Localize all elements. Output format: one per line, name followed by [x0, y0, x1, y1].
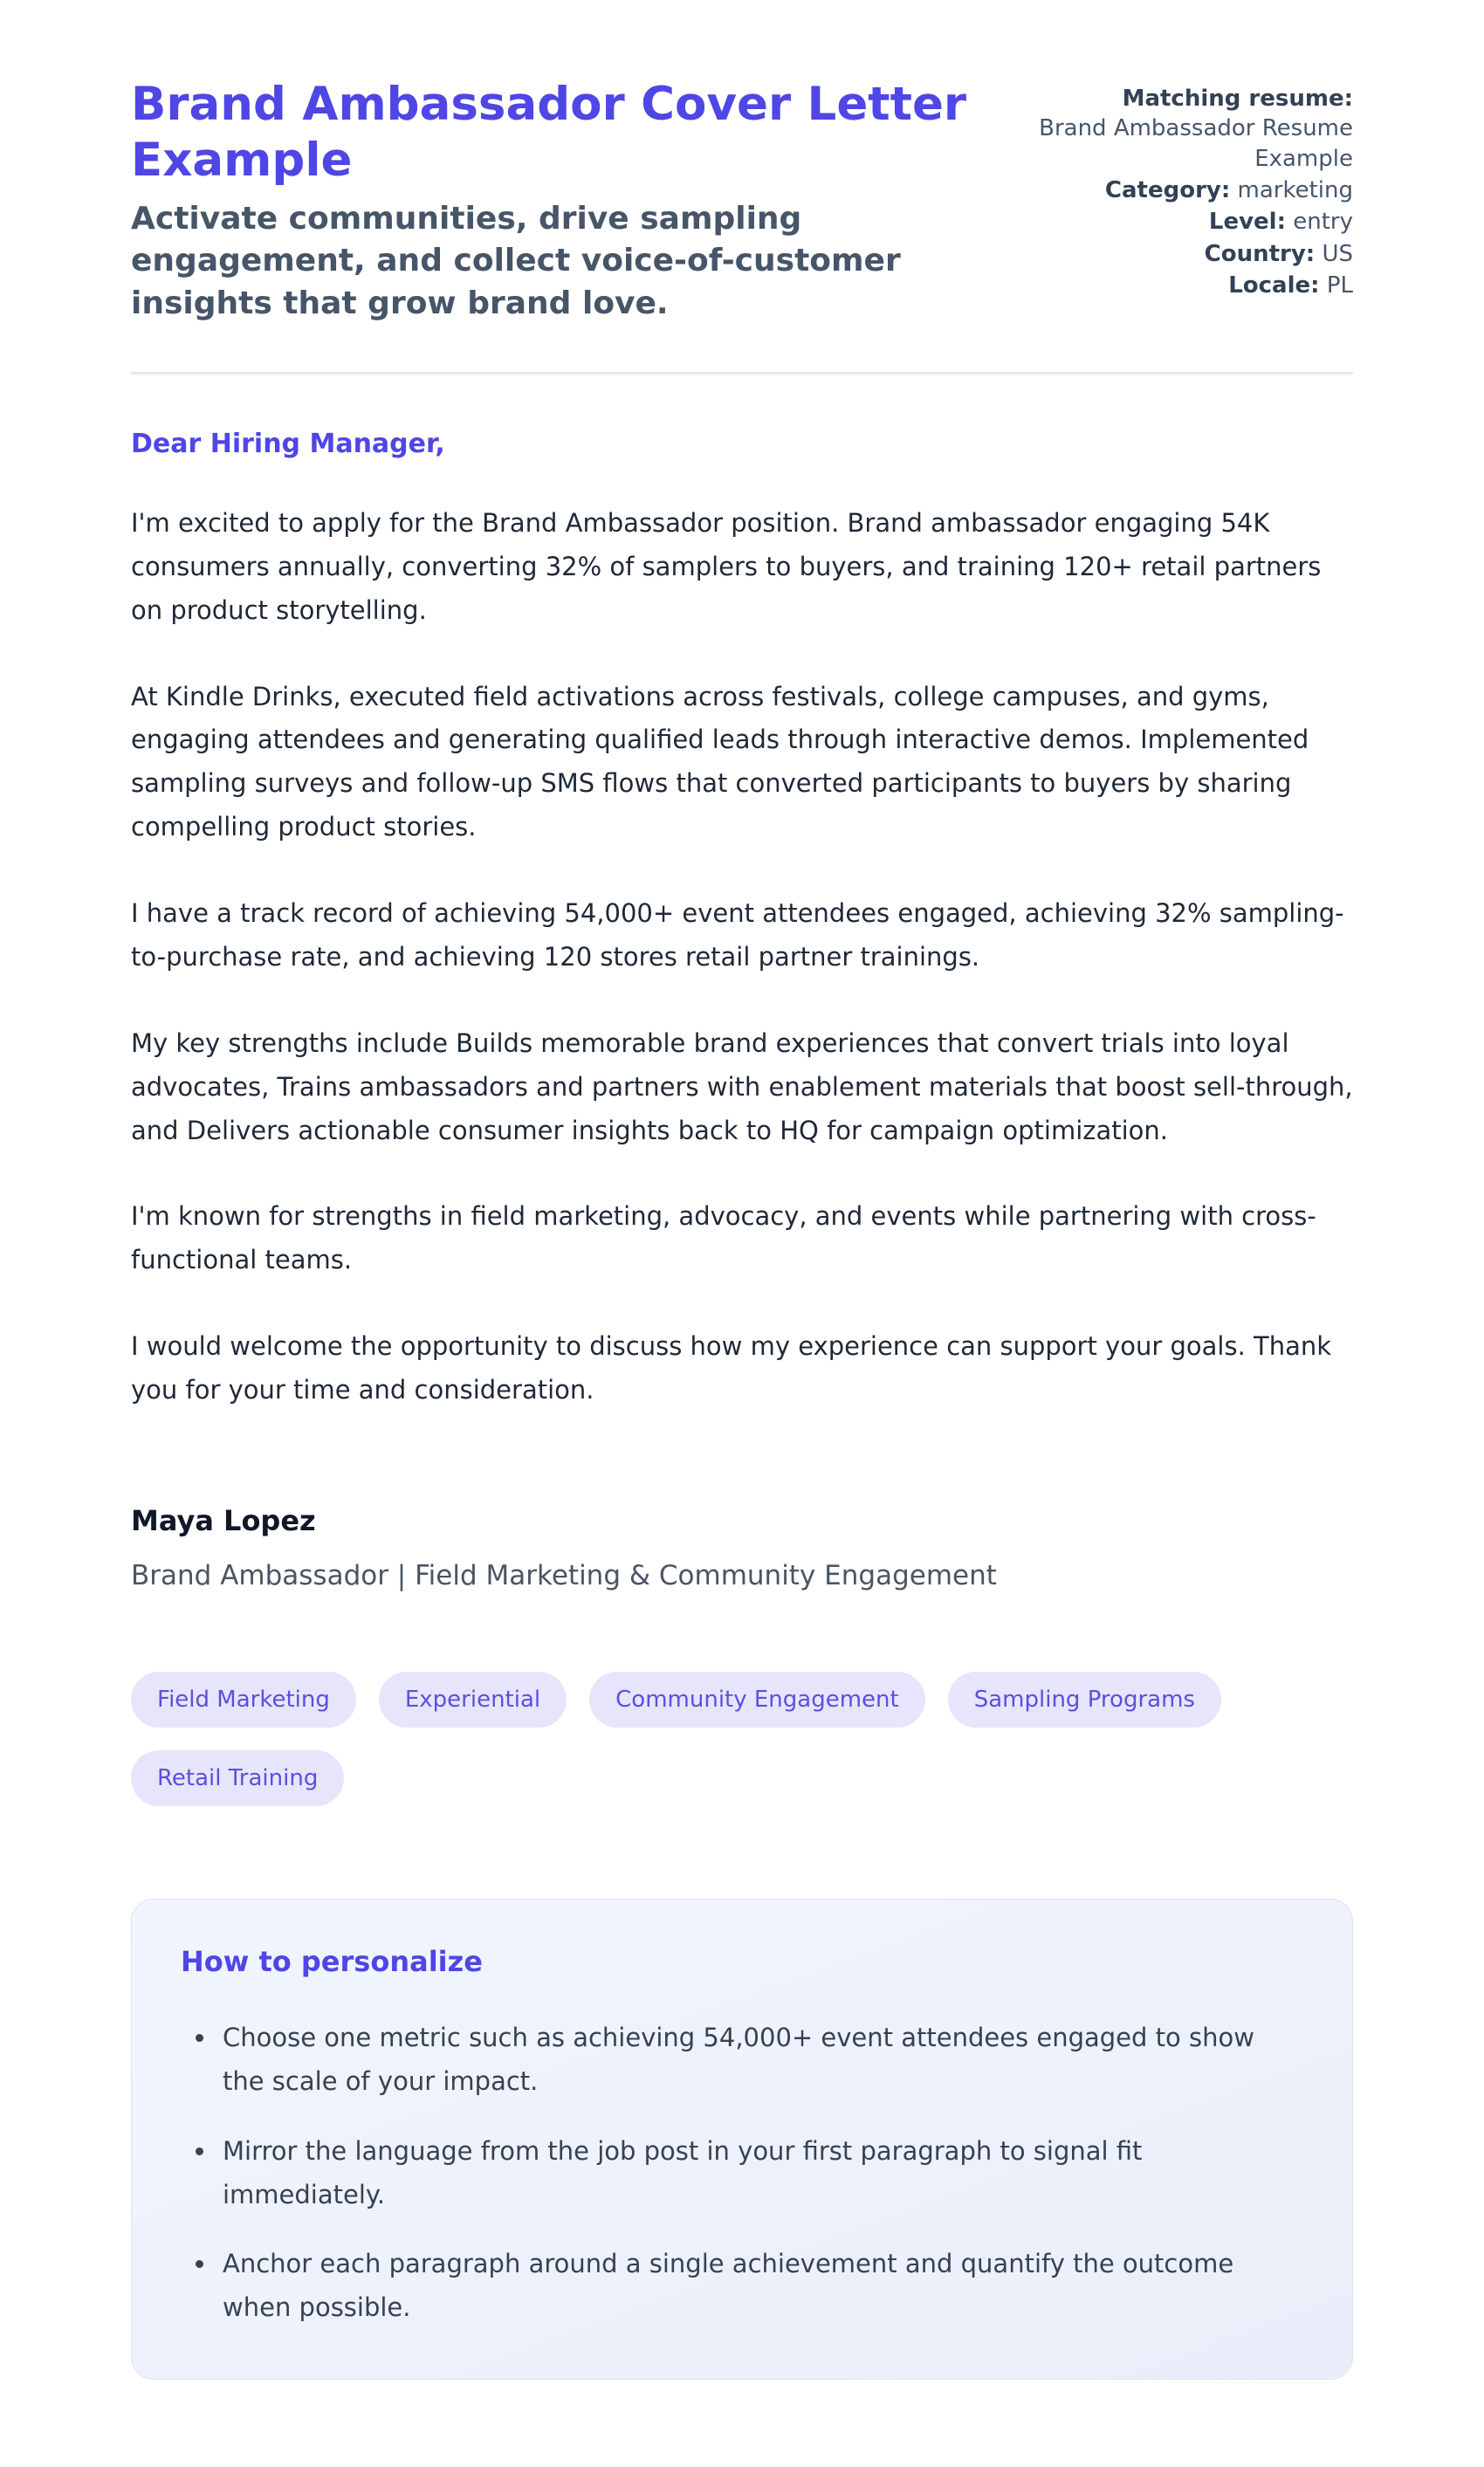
letter-paragraph: My key strengths include Builds memorable brand experiences that convert trials into loyal advocates, Trains ambassadors and partners with enablement materials that boost sell-through, and Delivers actionable consumer insights back to HQ for campaign optimization.: [131, 1027, 1353, 1145]
header-text-block: [131, 77, 969, 325]
tag-chip-sampling-programs: Sampling Programs: [948, 1672, 1221, 1728]
meta-panel: [986, 77, 1353, 302]
meta-category: [986, 175, 1353, 205]
meta-locale: [986, 271, 1353, 300]
matching-resume-value: Brand Ambassador Resume Example: [1039, 115, 1353, 172]
category-value: marketing: [1237, 176, 1353, 203]
tag-chip-field-marketing: Field Marketing: [131, 1672, 356, 1728]
tag-chip-community-engagement: Community Engagement: [589, 1672, 925, 1728]
cover-letter-body: [131, 429, 1353, 1591]
letter-paragraph: I'm excited to apply for the Brand Ambassador position. Brand ambassador engaging 54K consumers annually, converting 32% of samplers to buyers, and training 120+ retail partners on product storytelling.: [131, 507, 1322, 625]
page-title: Brand Ambassador Cover Letter Example: [131, 78, 967, 187]
tips-title: How to personalize: [181, 1944, 483, 1978]
level-value: entry: [1293, 209, 1353, 236]
tag-chip-row: [131, 1672, 1353, 1806]
level-label: Level:: [1208, 209, 1286, 236]
how-to-personalize-card: [131, 1899, 1353, 2380]
tips-list: [181, 2017, 1303, 2330]
meta-level: [986, 207, 1353, 237]
meta-matching-resume: [986, 84, 1353, 174]
header-divider: [131, 372, 1353, 375]
letter-greeting: Dear Hiring Manager,: [131, 428, 445, 459]
letter-paragraph: I'm known for strengths in field marketing, advocacy, and events while partnering with cross-functional teams.: [131, 1201, 1316, 1275]
letter-paragraph: I would welcome the opportunity to discuss how my experience can support your goals. Thank you for your time and consideration.: [131, 1331, 1332, 1405]
meta-country: [986, 239, 1353, 269]
matching-resume-label: Matching resume:: [1122, 86, 1353, 112]
page-subtitle: Activate communities, drive sampling engagement, and collect voice-of-customer insights that grow brand love.: [131, 201, 901, 321]
tag-chip-retail-training: Retail Training: [131, 1750, 344, 1806]
category-label: Category:: [1104, 176, 1231, 203]
tip-item: • Mirror the language from the job post in your first paragraph to signal fit immediately.: [217, 2130, 1303, 2217]
letter-paragraph: I have a track record of achieving 54,000+ event attendees engaged, achieving 32% sampling-to-purchase rate, and achieving 120 stores retail partner trainings.: [131, 898, 1344, 972]
country-label: Country:: [1204, 240, 1316, 267]
signature-name: Maya Lopez: [131, 1503, 316, 1537]
letter-paragraph: At Kindle Drinks, executed field activations across festivals, college campuses, and gyms, engaging attendees and generating qualified leads through interactive demos. Implemented sampling surveys and follow-up SMS flows that converted participants to buyers by sharing compelling product stories.: [131, 681, 1309, 842]
header: [131, 77, 1353, 325]
country-value: US: [1322, 240, 1353, 267]
signature-role: Brand Ambassador | Field Marketing & Community Engagement: [131, 1559, 997, 1591]
tip-item: • Anchor each paragraph around a single achievement and quantify the outcome when possible.: [217, 2243, 1303, 2330]
locale-value: PL: [1326, 271, 1353, 299]
tag-chip-experiential: Experiential: [379, 1672, 567, 1728]
page-container: [131, 0, 1353, 2380]
tip-item: • Choose one metric such as achieving 54,000+ event attendees engaged to show the scale of your impact.: [217, 2017, 1303, 2104]
locale-label: Locale:: [1228, 271, 1320, 299]
